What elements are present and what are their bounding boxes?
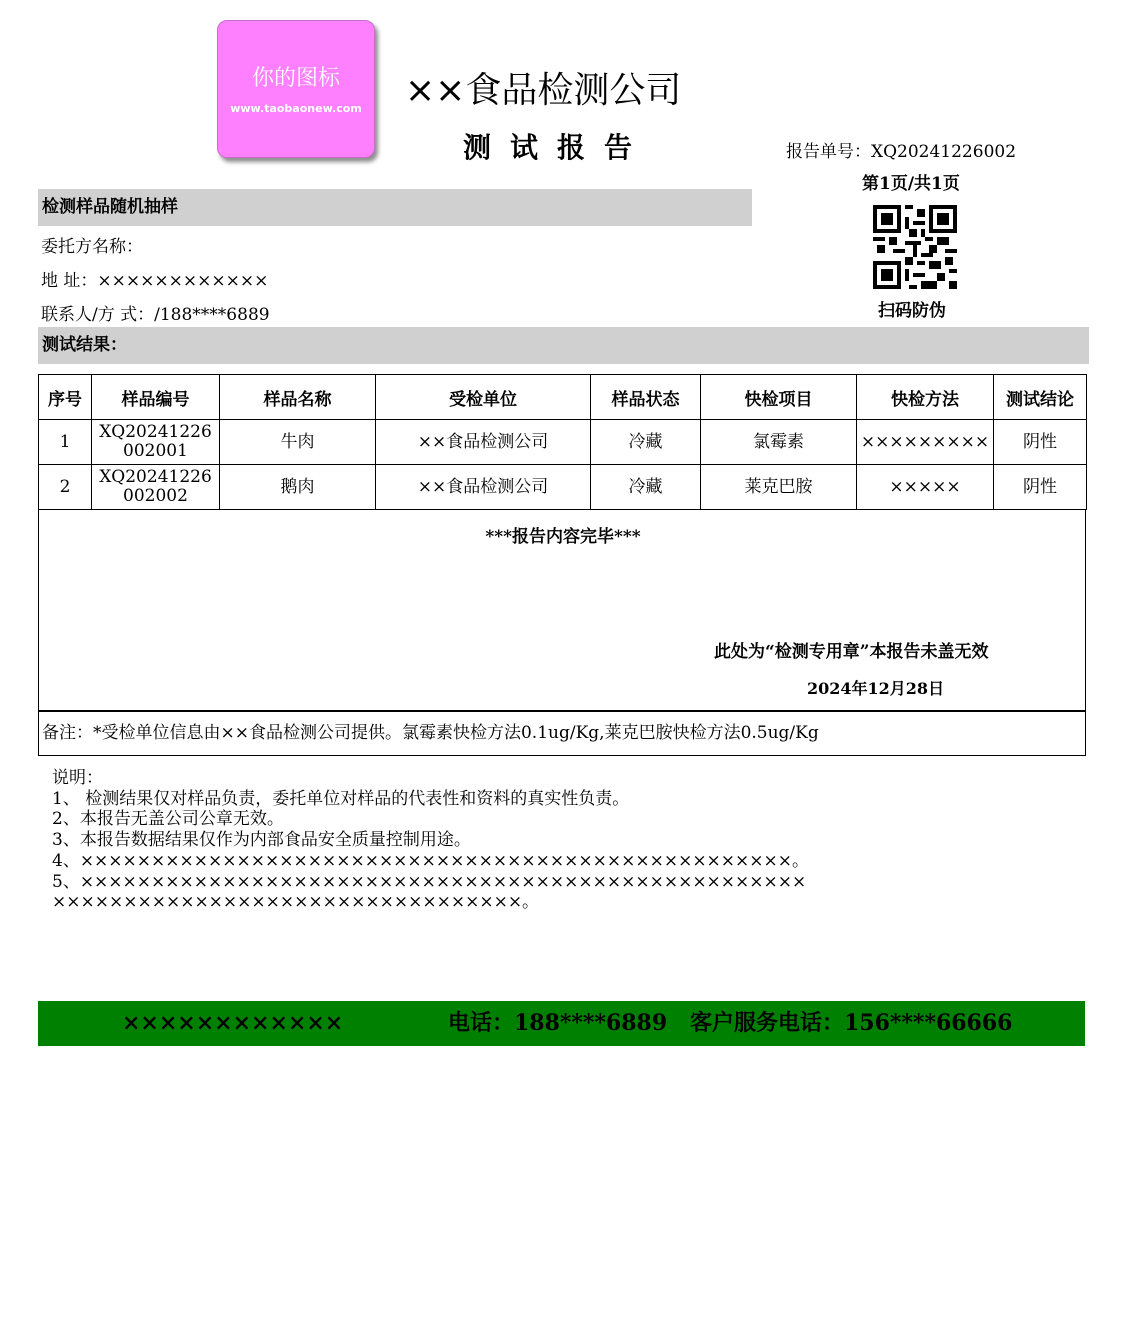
report-end-box (38, 510, 1086, 711)
footer-service-phone: 客户服务电话：156****66666 (690, 1010, 1013, 1036)
results-section-header: 测试结果： (38, 327, 1089, 364)
table-cell: ××××× (857, 465, 994, 510)
table-cell: 阴性 (994, 465, 1087, 510)
report-title: 测试报告 (463, 131, 652, 164)
logo-url: www.taobaonew.com (230, 102, 362, 115)
column-header: 样品状态 (591, 375, 701, 420)
table-cell: 冷藏 (591, 465, 701, 510)
column-header: 快检项目 (701, 375, 857, 420)
note-item: 2、本报告无盖公司公章无效。 (52, 809, 284, 830)
table-row (39, 420, 1087, 465)
column-header: 序号 (39, 375, 92, 420)
table-row (39, 465, 1087, 510)
company-logo (217, 20, 375, 158)
page-indicator: 第1页/共1页 (862, 174, 960, 194)
table-cell: XQ20241226002002 (92, 465, 220, 510)
table-cell: 莱克巴胺 (701, 465, 857, 510)
table-cell: 阴性 (994, 420, 1087, 465)
note-item: 4、××××××××××××××××××××××××××××××××××××××××××××××××××。 (52, 850, 810, 871)
notes-title: 说明： (52, 768, 103, 788)
table-cell: 氯霉素 (701, 420, 857, 465)
report-date: 2024年12月28日 (807, 679, 945, 698)
table-header-row (39, 375, 1087, 420)
table-cell: 1 (39, 420, 92, 465)
remark-row: 备注：*受检单位信息由××食品检测公司提供。氯霉素快检方法0.1ug/Kg,莱克巴胺快检方法0.5ug/Kg (38, 711, 1086, 756)
sample-section-header: 检测样品随机抽样 (38, 189, 752, 226)
note-item: 5、××××××××××××××××××××××××××××××××××××××××××××××××××× (52, 871, 807, 892)
report-number: 报告单号：XQ20241226002 (786, 142, 1017, 162)
client-address: 地 址：×××××××××××× (41, 271, 269, 291)
column-header: 受检单位 (376, 375, 591, 420)
client-contact: 联系人/方 式：/188****6889 (41, 305, 270, 325)
qr-code-icon[interactable] (873, 205, 957, 289)
column-header: 样品名称 (220, 375, 376, 420)
qr-label: 扫码防伪 (878, 301, 946, 321)
note-item: 1、 检测结果仅对样品负责，委托单位对样品的代表性和资料的真实性负责。 (52, 788, 630, 809)
table-cell: 冷藏 (591, 420, 701, 465)
notes-section (52, 768, 1062, 913)
table-cell: XQ20241226002001 (92, 420, 220, 465)
logo-title: 你的图标 (251, 66, 340, 91)
table-cell: ××××××××× (857, 420, 994, 465)
footer-company: ×××××××××××× (122, 1010, 344, 1036)
report-end-text: ***报告内容完毕*** (485, 527, 641, 547)
column-header: 测试结论 (994, 375, 1087, 420)
table-cell: ××食品检测公司 (376, 420, 591, 465)
table-cell: 鹅肉 (220, 465, 376, 510)
footer-phone: 电话：188****6889 (448, 1010, 668, 1036)
table-cell: 牛肉 (220, 420, 376, 465)
note-item: ×××××××××××××××××××××××××××××××××。 (52, 892, 540, 913)
stamp-note: 此处为“检测专用章”本报告未盖无效 (714, 642, 989, 662)
client-name-label: 委托方名称： (41, 237, 143, 257)
table-cell: 2 (39, 465, 92, 510)
column-header: 快检方法 (857, 375, 994, 420)
footer-bar (38, 1001, 1085, 1046)
results-table (38, 374, 1087, 510)
note-item: 3、本报告数据结果仅作为内部食品安全质量控制用途。 (52, 830, 471, 851)
company-name: ××食品检测公司 (405, 70, 682, 111)
column-header: 样品编号 (92, 375, 220, 420)
table-cell: ××食品检测公司 (376, 465, 591, 510)
